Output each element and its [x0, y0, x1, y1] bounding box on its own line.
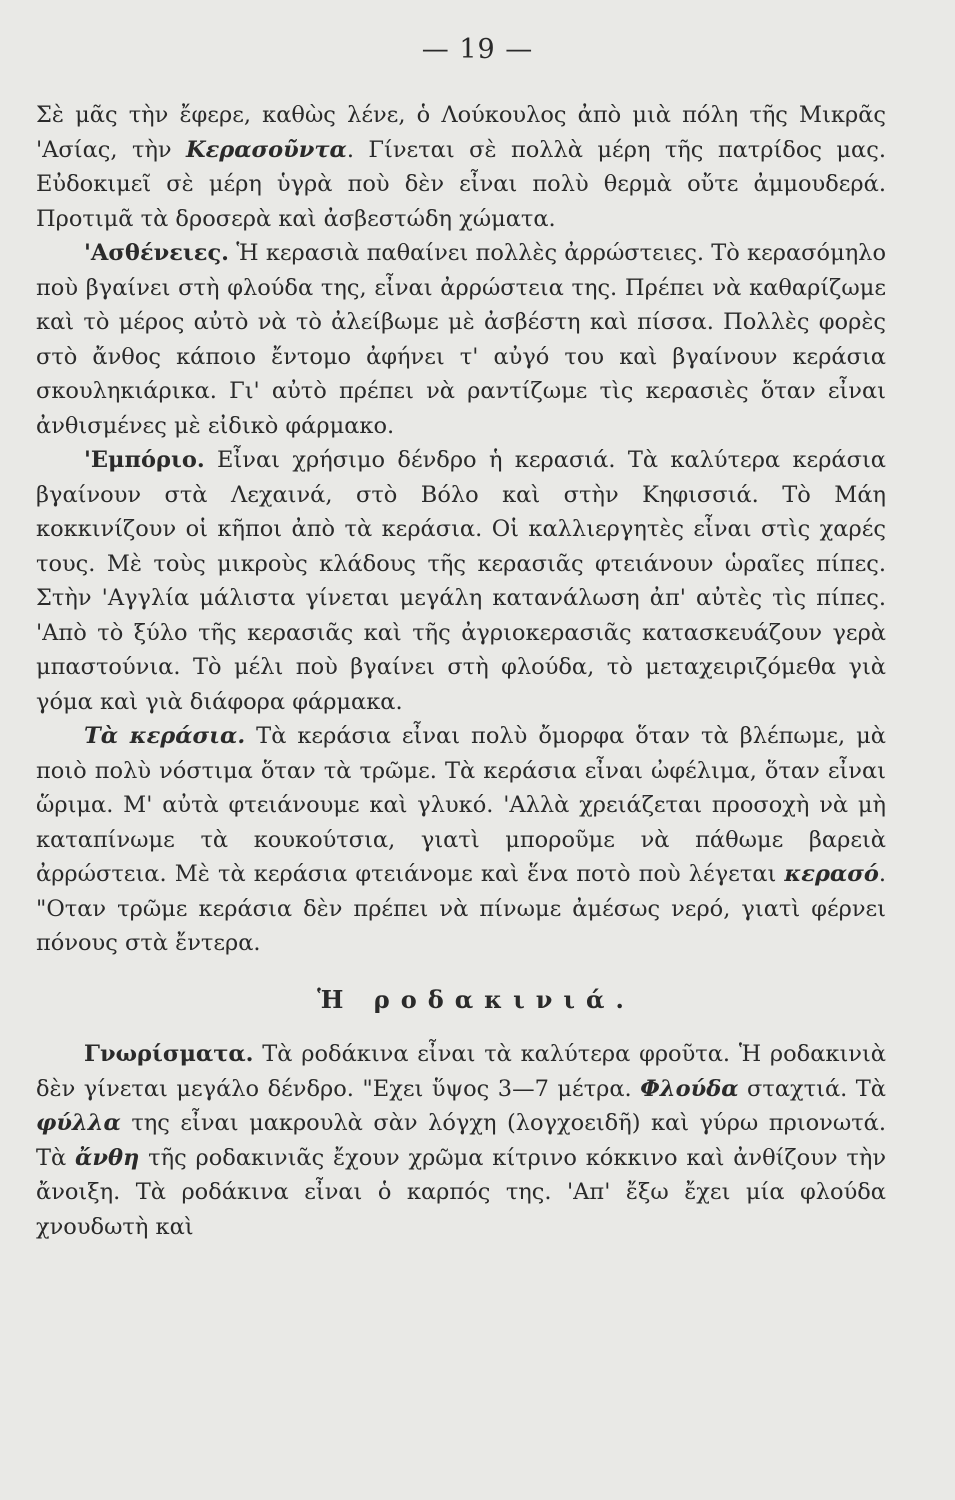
paragraph-characteristics-text-b: σταχτιά. Τὰ	[738, 1075, 886, 1102]
paragraph-origin-text-a: Σὲ μᾶς τὴν ἔφερε, καθὼς λένε, ὁ Λούκουλος ἀπὸ μιὰ πόλη τῆς Μικρᾶς 'Ασίας, τὴν	[36, 102, 886, 163]
paragraph-diseases	[36, 236, 886, 443]
term-characteristics: Γνωρίσματα.	[84, 1041, 254, 1067]
paragraph-origin-text-b: . Γίνεται σὲ πολλὰ μέρη τῆς πατρίδος μας. Εὐδοκιμεῖ σὲ μέρη ὑγρὰ ποὺ δὲν εἶναι πολὺ θερμὰ οὔτε ἀμμουδερά. Προτιμᾶ τὰ δροσερὰ καὶ ἀσβεστώδη χώματα.	[36, 136, 886, 232]
paragraph-characteristics	[36, 1037, 886, 1244]
paragraph-characteristics-text-c: της εἶναι μακρουλὰ σὰν λόγχη (λογχοειδῆ) καὶ γύρω πριονωτά. Τὰ	[36, 1110, 886, 1171]
term-trade: 'Εμπόριο.	[84, 447, 205, 473]
paragraph-characteristics-text-d: τῆς ροδακινιᾶς ἔχουν χρῶμα κίτρινο κόκκινο καὶ ἀνθίζουν τὴν ἄνοιξη. Τὰ ροδάκινα εἶναι ὁ καρπός της. 'Απ' ἔξω ἔχει μία φλούδα χνουδωτὴ καὶ	[36, 1144, 886, 1240]
term-leaves: φύλλα	[36, 1110, 121, 1136]
paragraph-characteristics-text-a: Τὰ ροδάκινα εἶναι τὰ καλύτερα φροῦτα. Ἡ ροδακινιὰ δὲν γίνεται μεγάλο δένδρο. "Εχει ὕψος 3—7 μέτρα.	[36, 1041, 886, 1102]
term-flowers: ἄνθη	[75, 1144, 140, 1171]
paragraph-cherries	[36, 719, 886, 961]
paragraph-origin	[36, 98, 886, 236]
paragraph-cherries-text-a: Τὰ κεράσια εἶναι πολὺ ὄμορφα ὅταν τὰ βλέπωμε, μὰ ποιὸ πολὺ νόστιμα ὅταν τὰ τρῶμε. Τὰ κεράσια εἶναι ὠφέλιμα, ὅταν εἶναι ὥριμα. Μ' αὐτὰ φτειάνουμε καὶ γλυκό. 'Αλλὰ χρειάζεται προσοχὴ νὰ μὴ καταπίνωμε τὰ κουκούτσια, γιατὶ μποροῦμε νὰ πάθωμε βαρειὰ ἀρρώστεια. Μὲ τὰ κεράσια φτειάνομε καὶ ἕνα ποτὸ ποὺ λέγεται	[36, 723, 886, 887]
paragraph-cherries-text-b: . "Οταν τρῶμε κεράσια δὲν πρέπει νὰ πίνωμε ἀμέσως νερό, γιατὶ φέρνει πόνους στὰ ἔντερα.	[36, 861, 886, 956]
paragraph-trade-text: Εἶναι χρήσιμο δένδρο ἡ κερασιά. Τὰ καλύτερα κεράσια βγαίνουν στὰ Λεχαινά, στὸ Βόλο καὶ στὴν Κηφισσιά. Τὸ Μάη κοκκινίζουν οἱ κῆποι ἀπὸ τὰ κεράσια. Οἱ καλλιεργητὲς εἶναι στὶς χαρές τους. Μὲ τοὺς μικροὺς κλάδους τῆς κερασιᾶς φτειάνουν ὡραῖες πίπες. Στὴν 'Αγγλία μάλιστα γίνεται μεγάλη κατανάλωση ἀπ' αὐτὲς τὶς πίπες. 'Απὸ τὸ ξύλο τῆς κερασιᾶς καὶ τῆς ἀγριοκερασιᾶς κατασκευάζουν γερὰ μπαστούνια. Τὸ μέλι ποὺ βγαίνει στὴ φλούδα, τὸ μεταχειριζόμεθα γιὰ γόμα καὶ γιὰ διάφορα φάρμακα.	[36, 447, 886, 715]
page-number: — 19 —	[421, 34, 534, 65]
term-cherries: Τὰ κεράσια.	[84, 723, 246, 749]
term-diseases: 'Ασθένειες.	[84, 240, 230, 266]
paragraph-trade	[36, 443, 886, 719]
paragraph-diseases-text: Ἡ κερασιὰ παθαίνει πολλὲς ἀρρώστειες. Τὸ κερασόμηλο ποὺ βγαίνει στὴ φλούδα της, εἶναι ἀρρώστεια της. Πρέπει νὰ καθαρίζωμε καὶ τὸ μέρος αὐτὸ νὰ τὸ ἀλείβωμε μὲ ἀσβέστη καὶ πίσσα. Πολλὲς φορὲς στὸ ἄνθος κάποιο ἔντομο ἀφήνει τ' αὐγό του καὶ βγαίνουν κεράσια σκουληκιάρικα. Γι' αὐτὸ πρέπει νὰ ραντίζωμε τὶς κερασιὲς ὅταν εἶναι ἀνθισμένες μὲ εἰδικὸ φάρμακο.	[36, 240, 886, 439]
section-heading-peach-tree: Ἡ ροδακινιά.	[317, 984, 635, 1014]
term-bark: Φλούδα	[640, 1075, 739, 1102]
body-text	[36, 98, 886, 1244]
term-kerasounta: Κερασοῦντα	[186, 136, 347, 163]
term-keraso: κερασό	[784, 861, 879, 887]
